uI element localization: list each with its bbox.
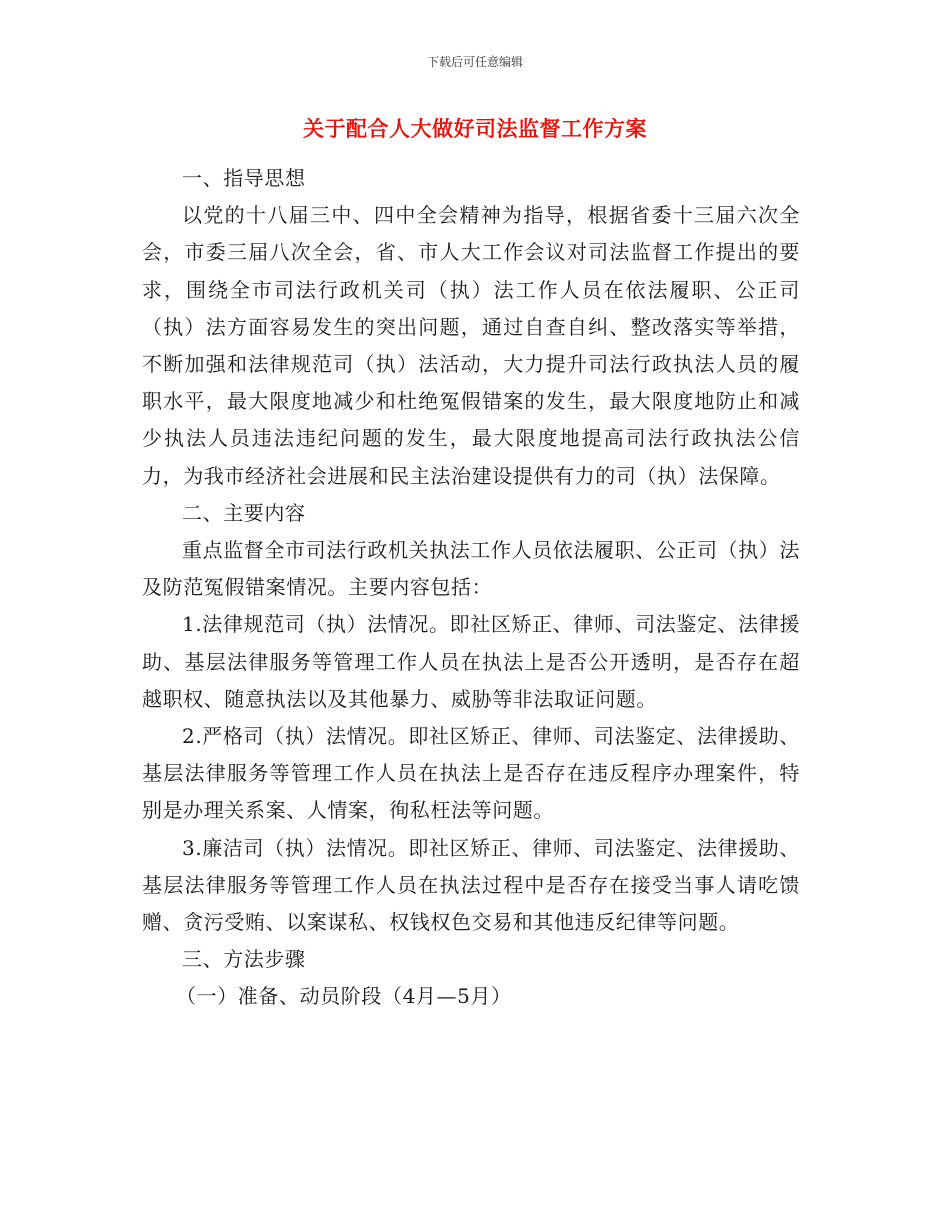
list-item-standard-law-enforcement: 1.法律规范司（执）法情况。即社区矫正、律师、司法鉴定、法律援助、基层法律服务等管理工作人员在执法上是否公开透明，是否存在超越职权、随意执法以及其他暴力、威胁等非法取证问题。	[142, 612, 800, 711]
list-item-strict-law-enforcement: 2.严格司（执）法情况。即社区矫正、律师、司法鉴定、法律援助、基层法律服务等管理工作人员在执法上是否存在违反程序办理案件，特别是办理关系案、人情案，徇私枉法等问题。	[142, 724, 800, 823]
paragraph-guiding-ideology: 以党的十八届三中、四中全会精神为指导，根据省委十三届六次全会，市委三届八次全会，省、市人大工作会议对司法监督工作提出的要求，围绕全市司法行政机关司（执）法工作人员在依法履职、公正司（执）法方面容易发生的突出问题，通过自查自纠、整改落实等举措，不断加强和法律规范司（执）法活动，大力提升司法行政执法人员的履职水平，最大限度地减少和杜绝冤假错案的发生，最大限度地防止和减少执法人员违法违纪问题的发生，最大限度地提高司法行政执法公信力，为我市经济社会进展和民主法治建设提供有力的司（执）法保障。	[142, 203, 800, 488]
document-title: 关于配合人大做好司法监督工作方案	[303, 116, 647, 141]
header-note: 下载后可任意编辑	[426, 55, 523, 69]
list-item-clean-law-enforcement: 3.廉洁司（执）法情况。即社区矫正、律师、司法鉴定、法律援助、基层法律服务等管理工作人员在执法过程中是否存在接受当事人请吃馈赠、贪污受贿、以案谋私、权钱权色交易和其他违反纪律等问题。	[142, 835, 800, 935]
document-body	[142, 160, 800, 1016]
section-heading-guiding-ideology: 一、指导思想	[182, 166, 306, 190]
paragraph-main-content-intro: 重点监督全市司法行政机关执法工作人员依法履职、公正司（执）法及防范冤假错案情况。主要内容包括：	[142, 538, 800, 600]
section-heading-methods-steps: 三、方法步骤	[182, 947, 306, 972]
subsection-heading-preparation-stage: （一）准备、动员阶段（4月—5月）	[176, 984, 512, 1009]
section-heading-main-content: 二、主要内容	[182, 500, 306, 525]
